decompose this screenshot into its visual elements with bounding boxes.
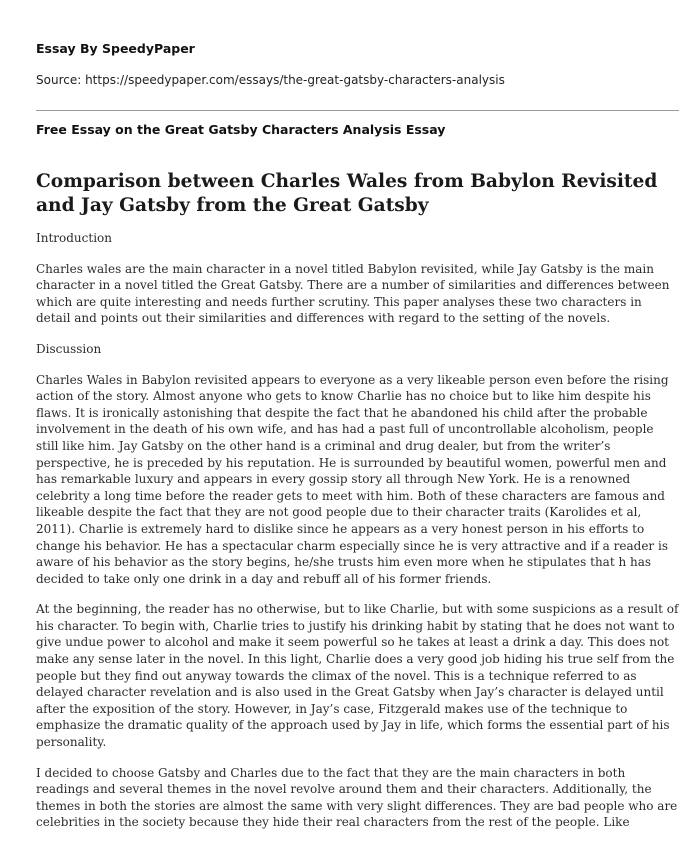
essay-subheading: Free Essay on the Great Gatsby Characters Analysis Essay xyxy=(36,122,446,137)
header-divider xyxy=(36,110,679,111)
discussion-paragraph-2: At the beginning, the reader has no otherwise, but to like Charlie, but with some suspicions as a result of his character. To begin with, Charlie tries to justify his drinking habit by stating that he does not want to give undue power to alcohol and make it seem powerful so he takes at least a drink a day. This does not make any sense later in the novel. In this light, Charlie does a very good job hiding his true self from the people but they find out anyway towards the climax of the novel. This is a technique referred to as delayed character revelation and is also used in the Great Gatsby when Jay’s character is delayed until after the exposition of the story. However, in Jay’s case, Fitzgerald makes use of the technique to emphasize the dramatic quality of the approach used by Jay in life, which forms the essential part of his personality. xyxy=(36,602,679,750)
discussion-paragraph-1: Charles Wales in Babylon revisited appears to everyone as a very likeable person even before the rising action of the story. Almost anyone who gets to know Charlie has no choice but to like him despite his flaws. It is ironically astonishing that despite the fact that he abandoned his child after the probable involvement in the death of his own wife, and has had a past full of uncontrollable alcoholism, people still like him. Jay Gatsby on the other hand is a criminal and drug dealer, but from the writer’s perspective, he is preceded by his reputation. He is surrounded by beautiful women, powerful men and has remarkable luxury and appears in every gossip story all through New York. He is a renowned celebrity a long time before the reader gets to meet with him. Both of these characters are famous and likeable despite the fact that they are not good people due to their character traits (Karolides et al, 2011). Charlie is extremely hard to dislike since he appears as a very honest person in his efforts to change his behavior. He has a spectacular charm especially since he is very attractive and if a reader is aware of his behavior as the story begins, he/she trusts him even more when he stipulates that h has decided to take only one drink in a day and rebuff all of his former friends. xyxy=(36,372,669,586)
introduction-heading: Introduction xyxy=(36,231,112,245)
brand-label: Essay By SpeedyPaper xyxy=(36,41,195,56)
essay-body xyxy=(36,230,679,845)
essay-title: Comparison between Charles Wales from Babylon Revisited and Jay Gatsby from the Great Gatsby xyxy=(36,171,658,216)
discussion-paragraph-3: I decided to choose Gatsby and Charles due to the fact that they are the main characters in both readings and several themes in the novel revolve around them and their characters. Additionally, the themes in both the stories are almost the same with very slight differences. They are bad people who are celebrities in the society because they hide their real characters from the rest of the people. Like xyxy=(36,765,678,830)
introduction-paragraph: Charles wales are the main character in a novel titled Babylon revisited, while Jay Gatsby is the main character in a novel titled the Great Gatsby. There are a number of similarities and differences between which are quite interesting and needs further scrutiny. This paper analyses these two characters in detail and points out their similarities and differences with regard to the setting of the novels. xyxy=(36,261,670,326)
source-line: Source: https://speedypaper.com/essays/the-great-gatsby-characters-analysis xyxy=(36,73,505,87)
document-header xyxy=(36,41,666,87)
discussion-heading: Discussion xyxy=(36,341,102,356)
